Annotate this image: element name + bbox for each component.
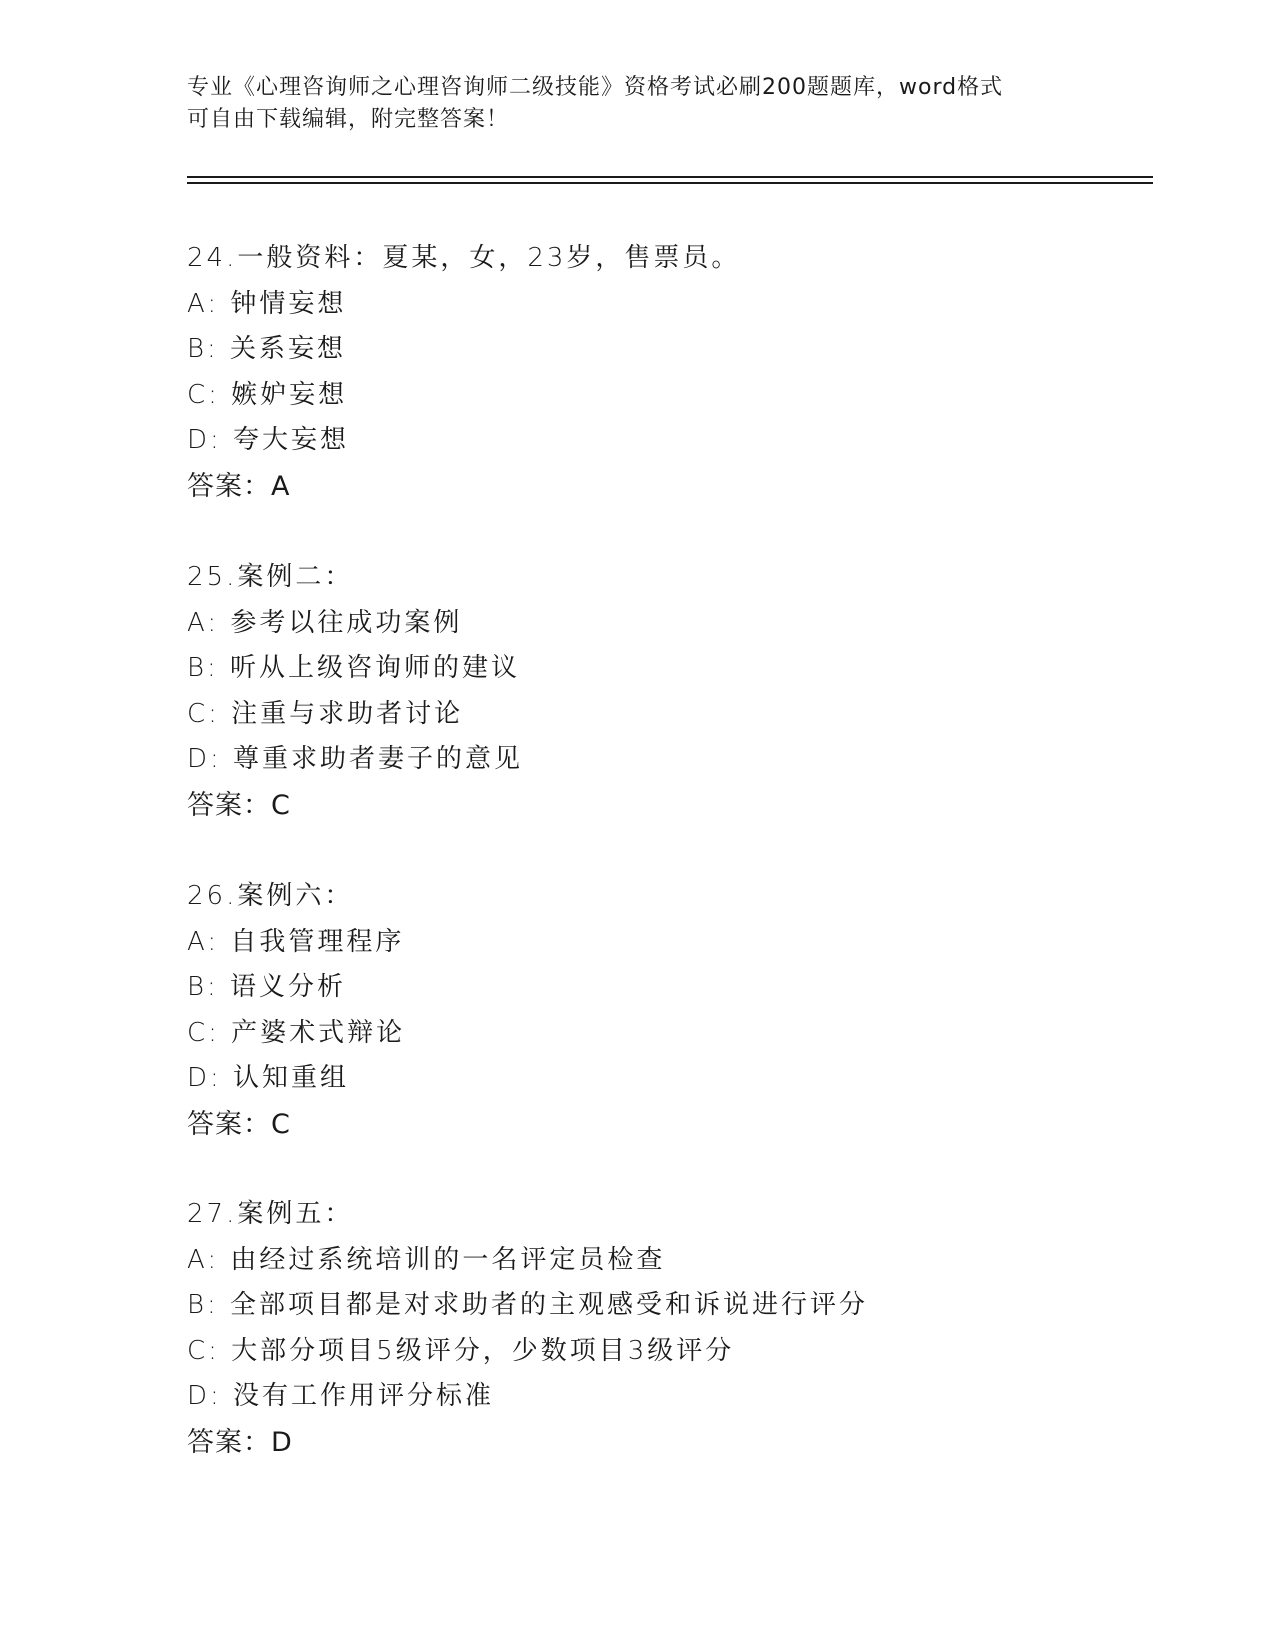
option-d: D: 尊重求助者妻子的意见	[187, 744, 524, 775]
option-b: B: 全部项目都是对求助者的主观感受和诉说进行评分	[187, 1290, 869, 1321]
option-a: A: 钟情妄想	[187, 288, 347, 319]
option-c: C: 注重与求助者讨论	[187, 698, 464, 729]
option-a: A: 自我管理程序	[187, 926, 405, 957]
header-line-2: 可自由下载编辑，附完整答案！	[187, 107, 510, 132]
option-d: D: 认知重组	[187, 1063, 350, 1094]
question-stem: 24.一般资料：夏某，女，23岁，售票员。	[187, 243, 741, 273]
question-stem: 25.案例二：	[187, 562, 354, 592]
option-c: C: 大部分项目5级评分，少数项目3级评分	[187, 1335, 735, 1366]
option-b: B: 语义分析	[187, 972, 347, 1003]
option-a: A: 参考以往成功案例	[187, 607, 463, 638]
header-divider-bottom	[187, 182, 1153, 184]
option-c: C: 产婆术式辩论	[187, 1017, 406, 1048]
answer-line: 答案：D	[187, 1426, 293, 1458]
option-b: B: 听从上级咨询师的建议	[187, 653, 521, 684]
header-divider-top	[187, 176, 1153, 178]
question-26	[187, 874, 1147, 1148]
option-b: B: 关系妄想	[187, 334, 347, 365]
question-24	[187, 236, 1147, 510]
answer-line: 答案：C	[187, 1108, 291, 1140]
option-d: D: 没有工作用评分标准	[187, 1381, 495, 1412]
header-line-1: 专业《心理咨询师之心理咨询师二级技能》资格考试必刷200题题库，word格式	[187, 75, 1004, 100]
question-stem: 27.案例五：	[187, 1199, 354, 1229]
question-25	[187, 555, 1147, 829]
document-header	[187, 72, 1087, 136]
option-a: A: 由经过系统培训的一名评定员检查	[187, 1244, 666, 1275]
option-d: D: 夸大妄想	[187, 425, 350, 456]
option-c: C: 嫉妒妄想	[187, 379, 348, 410]
answer-line: 答案：A	[187, 470, 291, 502]
question-stem: 26.案例六：	[187, 881, 354, 911]
answer-line: 答案：C	[187, 789, 291, 821]
question-27	[187, 1192, 1147, 1466]
